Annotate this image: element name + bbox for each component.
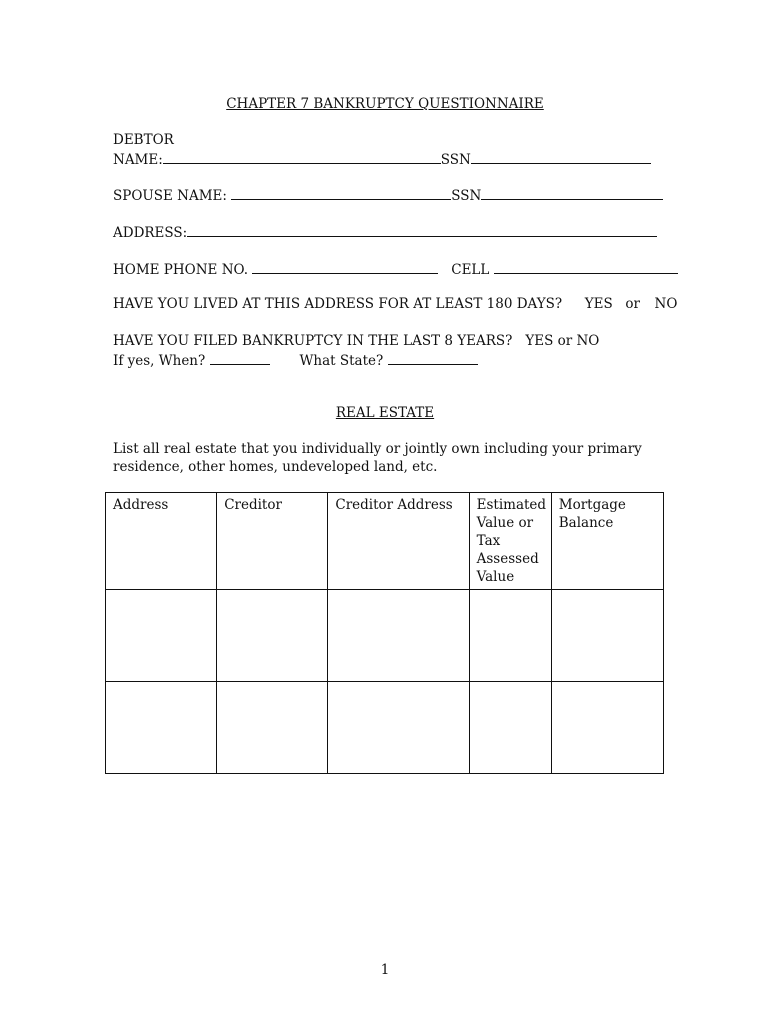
spouse-name-label: SPOUSE NAME: xyxy=(113,188,227,204)
home-phone-label: HOME PHONE NO. xyxy=(113,262,249,278)
table-row xyxy=(106,590,664,682)
debtor-name-field[interactable] xyxy=(163,149,441,164)
lived-question-row xyxy=(113,295,677,313)
table-cell[interactable] xyxy=(328,590,469,682)
debtor-label: DEBTOR xyxy=(113,132,174,148)
debtor-ssn-label: SSN xyxy=(440,152,471,168)
home-phone-field[interactable] xyxy=(252,259,438,274)
if-yes-label: If yes, When? xyxy=(113,353,206,369)
table-cell[interactable] xyxy=(217,590,328,682)
document-title: CHAPTER 7 BANKRUPTCY QUESTIONNAIRE xyxy=(226,96,544,112)
spouse-row xyxy=(113,185,663,205)
filed-question: HAVE YOU FILED BANKRUPTCY IN THE LAST 8 YEARS? xyxy=(113,333,513,349)
filed-question-row xyxy=(113,332,599,350)
lived-yes-option[interactable]: YES xyxy=(584,296,613,312)
what-state-label: What State? xyxy=(299,353,384,369)
address-label: ADDRESS: xyxy=(113,225,188,241)
phone-row xyxy=(113,259,678,279)
table-cell[interactable] xyxy=(106,590,217,682)
table-cell[interactable] xyxy=(551,682,663,774)
filed-options[interactable]: YES or NO xyxy=(525,333,600,349)
debtor-ssn-field[interactable] xyxy=(471,149,651,164)
debtor-name-row xyxy=(113,149,651,169)
real-estate-instructions: List all real estate that you individually or jointly own including your primary residence, other homes, undeveloped land, etc. xyxy=(113,441,642,475)
column-header-mortgage-balance: Mortgage Balance xyxy=(551,493,663,590)
address-row xyxy=(113,222,657,242)
real-estate-table xyxy=(105,492,664,774)
cell-field[interactable] xyxy=(494,259,678,274)
table-cell[interactable] xyxy=(469,590,551,682)
when-field[interactable] xyxy=(210,350,270,365)
column-header-address: Address xyxy=(106,493,217,590)
lived-question: HAVE YOU LIVED AT THIS ADDRESS FOR AT LEAST 180 DAYS? xyxy=(113,296,563,312)
spouse-ssn-label: SSN xyxy=(451,188,482,204)
debtor-name-label: NAME: xyxy=(113,152,163,168)
spouse-name-field[interactable] xyxy=(231,185,451,200)
table-cell[interactable] xyxy=(469,682,551,774)
table-cell[interactable] xyxy=(551,590,663,682)
column-header-estimated-value: Estimated Value or Tax Assessed Value xyxy=(469,493,551,590)
state-field[interactable] xyxy=(388,350,478,365)
real-estate-heading: REAL ESTATE xyxy=(335,405,435,421)
column-header-creditor: Creditor xyxy=(217,493,328,590)
cell-label: CELL xyxy=(451,262,490,278)
lived-or-text: or xyxy=(625,296,640,312)
lived-no-option[interactable]: NO xyxy=(654,296,678,312)
column-header-creditor-address: Creditor Address xyxy=(328,493,469,590)
spouse-ssn-field[interactable] xyxy=(481,185,663,200)
filed-details-row xyxy=(113,350,478,370)
table-cell[interactable] xyxy=(106,682,217,774)
table-header-row xyxy=(106,493,664,590)
table-cell[interactable] xyxy=(217,682,328,774)
table-row xyxy=(106,682,664,774)
page-number: 1 xyxy=(380,962,390,978)
address-field[interactable] xyxy=(187,222,657,237)
table-cell[interactable] xyxy=(328,682,469,774)
